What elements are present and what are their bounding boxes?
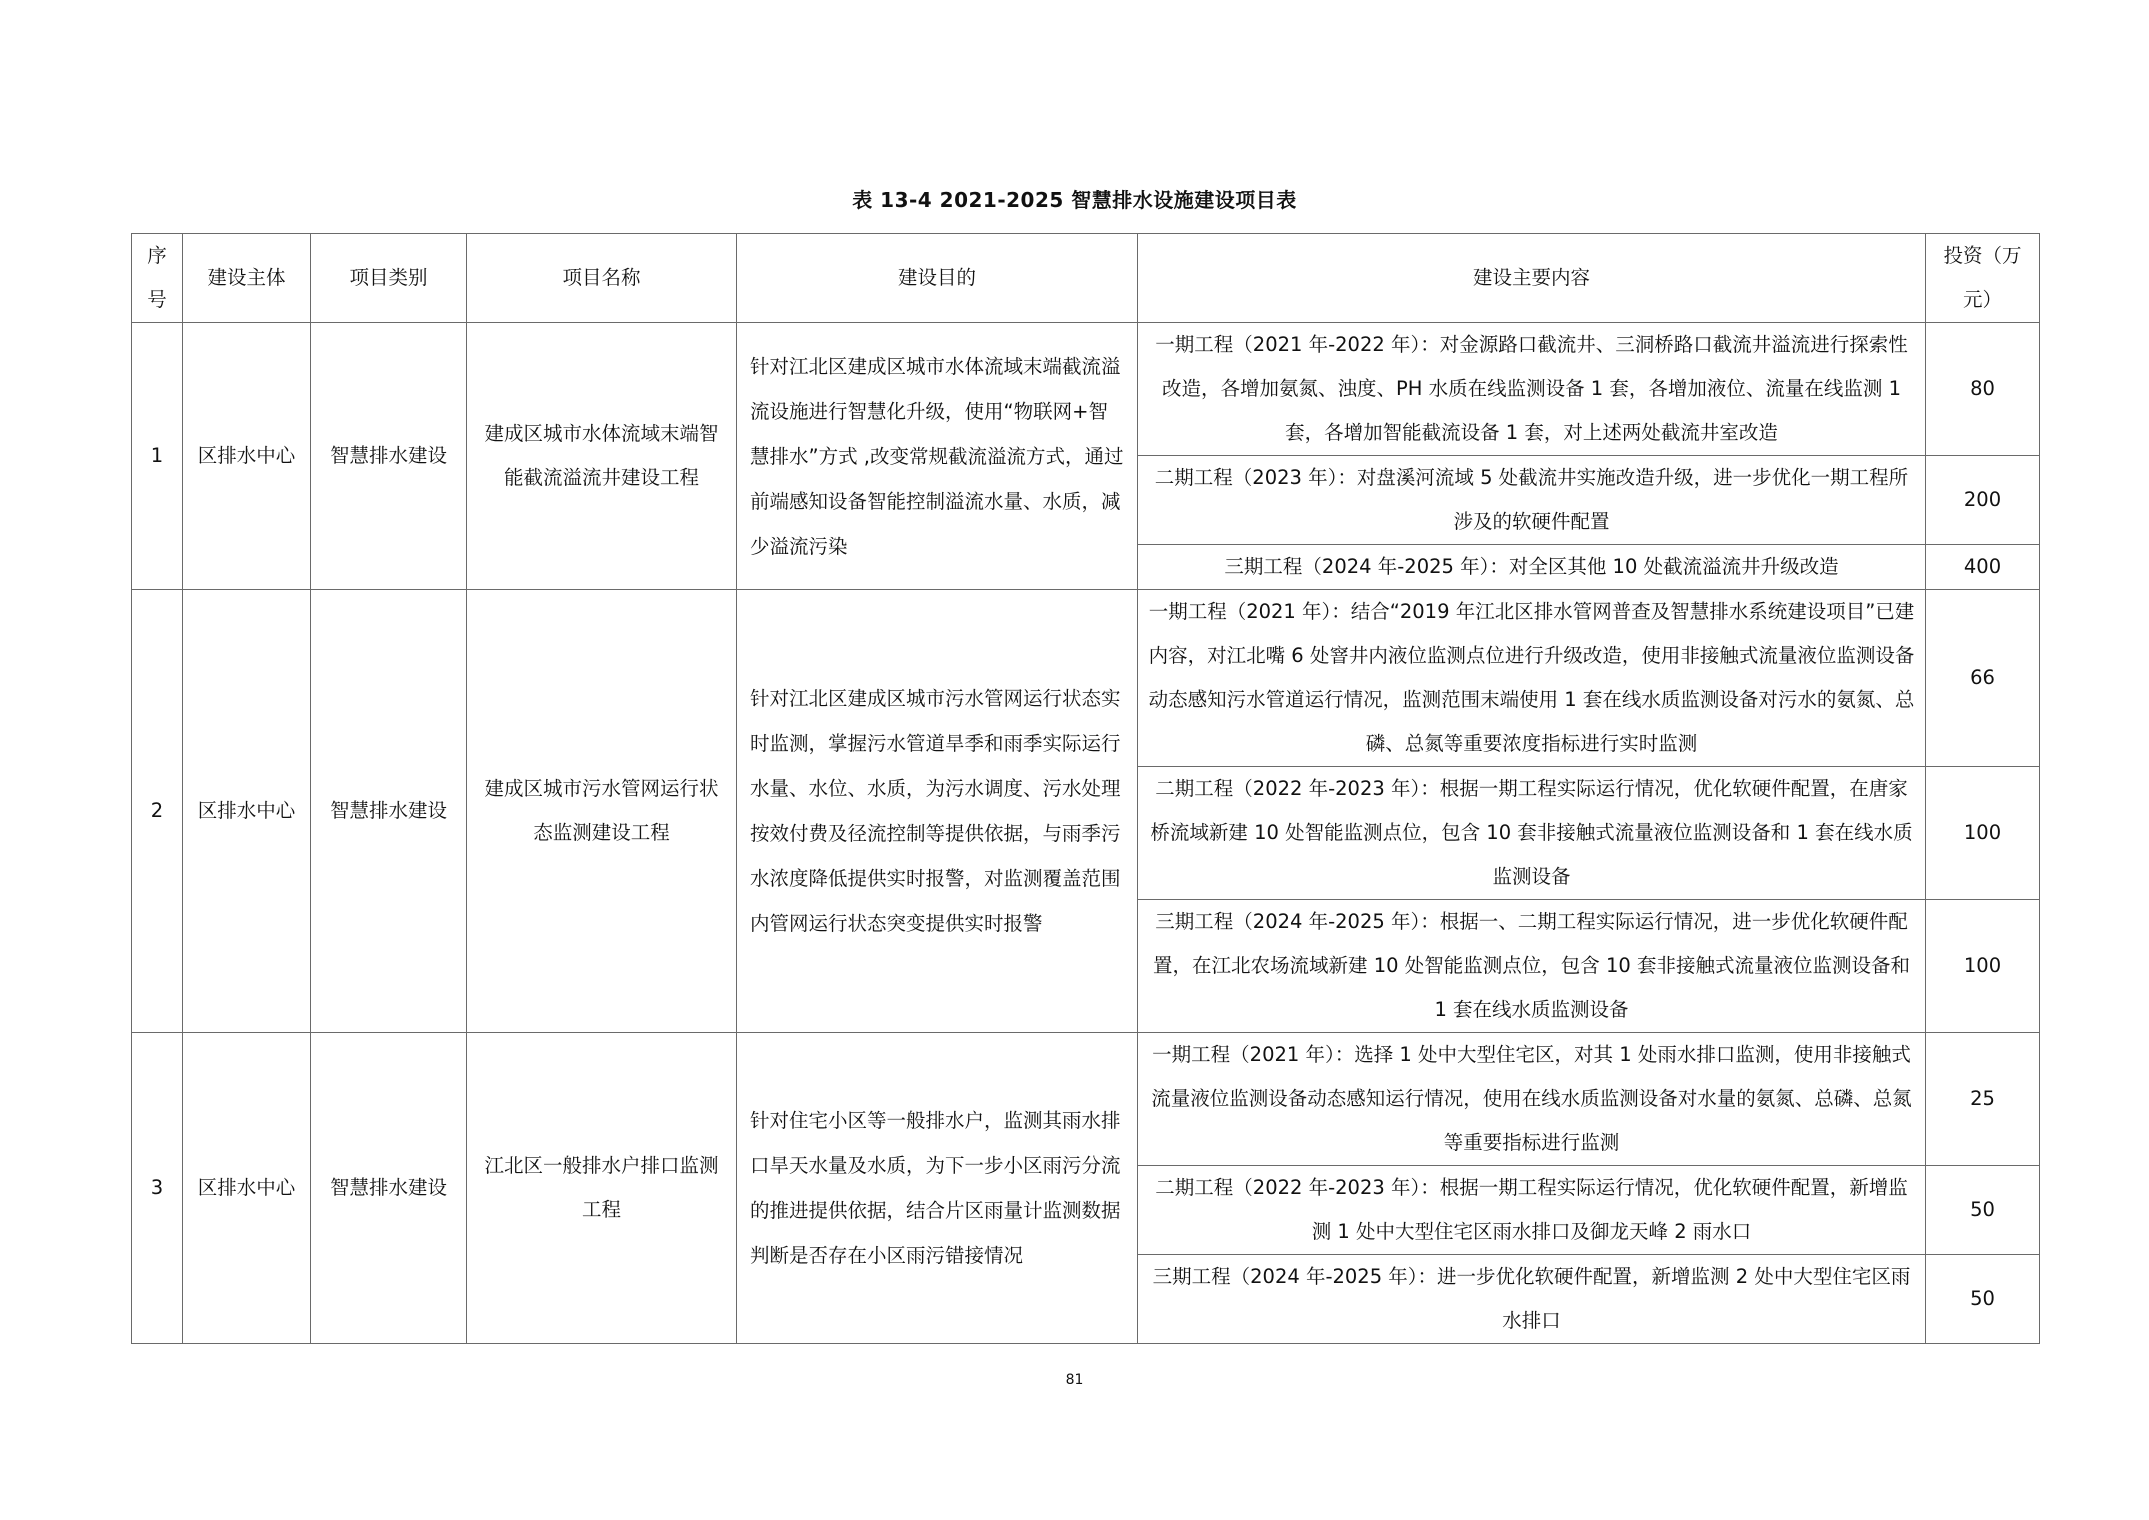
cell-index: 3 xyxy=(132,1033,183,1344)
cell-investment: 50 xyxy=(1926,1255,2040,1344)
cell-phase-content: 三期工程（2024 年-2025 年）：进一步优化软硬件配置，新增监测 2 处中大型住宅区雨水排口 xyxy=(1138,1255,1926,1344)
cell-project-name: 建成区城市污水管网运行状态监测建设工程 xyxy=(467,590,737,1033)
header-entity: 建设主体 xyxy=(183,234,311,323)
header-purpose: 建设目的 xyxy=(737,234,1138,323)
cell-investment: 100 xyxy=(1926,900,2040,1033)
cell-purpose: 针对江北区建成区城市污水管网运行状态实时监测，掌握污水管道旱季和雨季实际运行水量、水位、水质，为污水调度、污水处理按效付费及径流控制等提供依据，与雨季污水浓度降低提供实时报警，对监测覆盖范围内管网运行状态突变提供实时报警 xyxy=(737,590,1138,1033)
cell-category: 智慧排水建设 xyxy=(311,1033,467,1344)
cell-phase-content: 一期工程（2021 年）：选择 1 处中大型住宅区，对其 1 处雨水排口监测，使用非接触式流量液位监测设备动态感知运行情况，使用在线水质监测设备对水量的氨氮、总磷、总氮等重要指标进行监测 xyxy=(1138,1033,1926,1166)
cell-purpose: 针对江北区建成区城市水体流域末端截流溢流设施进行智慧化升级，使用“物联网+智慧排水”方式 ,改变常规截流溢流方式，通过前端感知设备智能控制溢流水量、水质，减少溢流污染 xyxy=(737,323,1138,590)
cell-index: 1 xyxy=(132,323,183,590)
page-number: 81 xyxy=(1065,1372,1084,1388)
cell-index: 2 xyxy=(132,590,183,1033)
cell-phase-content: 三期工程（2024 年-2025 年）：根据一、二期工程实际运行情况，进一步优化软硬件配置，在江北农场流域新建 10 处智能监测点位，包含 10 套非接触式流量液位监测设备和 1 套在线水质监测设备 xyxy=(1138,900,1926,1033)
table-row xyxy=(132,1033,2040,1166)
cell-phase-content: 一期工程（2021 年）：结合“2019 年江北区排水管网普查及智慧排水系统建设项目”已建内容，对江北嘴 6 处窨井内液位监测点位进行升级改造，使用非接触式流量液位监测设备动态感知污水管道运行情况，监测范围末端使用 1 套在线水质监测设备对污水的氨氮、总磷、总氮等重要浓度指标进行实时监测 xyxy=(1138,590,1926,767)
project-table xyxy=(131,233,2040,1344)
cell-entity: 区排水中心 xyxy=(183,590,311,1033)
cell-phase-content: 二期工程（2023 年）：对盘溪河流域 5 处截流井实施改造升级，进一步优化一期工程所涉及的软硬件配置 xyxy=(1138,456,1926,545)
table-title: 表 13-4 2021-2025 智慧排水设施建设项目表 xyxy=(852,188,1297,212)
cell-investment: 66 xyxy=(1926,590,2040,767)
header-name: 项目名称 xyxy=(467,234,737,323)
cell-entity: 区排水中心 xyxy=(183,1033,311,1344)
cell-purpose: 针对住宅小区等一般排水户，监测其雨水排口旱天水量及水质，为下一步小区雨污分流的推进提供依据，结合片区雨量计监测数据判断是否存在小区雨污错接情况 xyxy=(737,1033,1138,1344)
cell-investment: 200 xyxy=(1926,456,2040,545)
cell-category: 智慧排水建设 xyxy=(311,323,467,590)
cell-phase-content: 二期工程（2022 年-2023 年）：根据一期工程实际运行情况，优化软硬件配置，新增监测 1 处中大型住宅区雨水排口及御龙天峰 2 雨水口 xyxy=(1138,1166,1926,1255)
header-investment: 投资（万元） xyxy=(1926,234,2040,323)
cell-phase-content: 一期工程（2021 年-2022 年）：对金源路口截流井、三洞桥路口截流井溢流进行探索性改造，各增加氨氮、浊度、PH 水质在线监测设备 1 套，各增加液位、流量在线监测 1 套，各增加智能截流设备 1 套，对上述两处截流井室改造 xyxy=(1138,323,1926,456)
cell-entity: 区排水中心 xyxy=(183,323,311,590)
table-row xyxy=(132,590,2040,767)
table-row xyxy=(132,323,2040,456)
cell-investment: 400 xyxy=(1926,545,2040,590)
header-index: 序号 xyxy=(132,234,183,323)
cell-investment: 80 xyxy=(1926,323,2040,456)
cell-phase-content: 三期工程（2024 年-2025 年）：对全区其他 10 处截流溢流井升级改造 xyxy=(1138,545,1926,590)
cell-project-name: 江北区一般排水户排口监测工程 xyxy=(467,1033,737,1344)
cell-investment: 50 xyxy=(1926,1166,2040,1255)
cell-project-name: 建成区城市水体流域末端智能截流溢流井建设工程 xyxy=(467,323,737,590)
header-content: 建设主要内容 xyxy=(1138,234,1926,323)
cell-category: 智慧排水建设 xyxy=(311,590,467,1033)
cell-investment: 25 xyxy=(1926,1033,2040,1166)
cell-phase-content: 二期工程（2022 年-2023 年）：根据一期工程实际运行情况，优化软硬件配置，在唐家桥流域新建 10 处智能监测点位，包含 10 套非接触式流量液位监测设备和 1 套在线水质监测设备 xyxy=(1138,767,1926,900)
header-row xyxy=(132,234,2040,323)
cell-investment: 100 xyxy=(1926,767,2040,900)
header-category: 项目类别 xyxy=(311,234,467,323)
